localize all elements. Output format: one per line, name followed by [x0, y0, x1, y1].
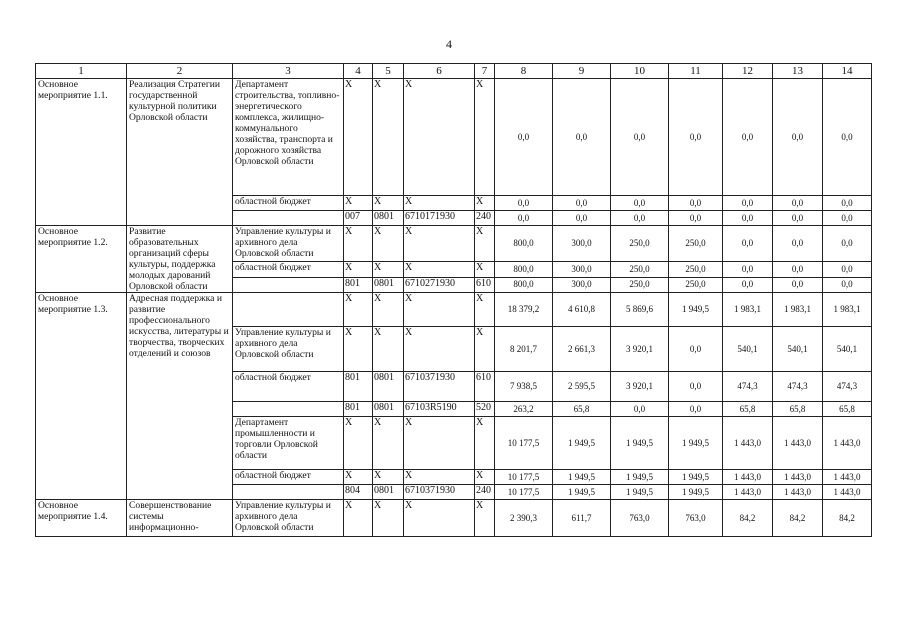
- header-row: [36, 64, 872, 79]
- expense-type-code: 610: [475, 277, 495, 292]
- amount-cell: 300,0: [553, 226, 611, 262]
- column-number: 1: [36, 64, 127, 79]
- section-code: X: [373, 79, 404, 196]
- grbs-code: X: [344, 226, 373, 262]
- amount-cell: 1 949,5: [669, 485, 723, 500]
- grbs-code: X: [344, 79, 373, 196]
- executor-cell: Департамент строительства, топливно-энергетического комплекса, жилищно-коммунального хозяйства, транспорта и дорожного хозяйства Орловской области: [233, 79, 344, 196]
- amount-cell: 10 177,5: [495, 470, 553, 485]
- executor-cell: Управление культуры и архивного дела Орловской области: [233, 327, 344, 372]
- section-code: X: [373, 500, 404, 537]
- expense-type-code: 240: [475, 211, 495, 226]
- section-code: X: [373, 327, 404, 372]
- amount-cell: 540,1: [823, 327, 872, 372]
- target-article-code: X: [404, 262, 475, 277]
- amount-cell: 263,2: [495, 402, 553, 417]
- event-name: Реализация Стратегии государственной культурной политики Орловской области: [127, 79, 233, 226]
- expense-type-code: 240: [475, 485, 495, 500]
- section-code: X: [373, 470, 404, 485]
- target-article-code: 6710371930: [404, 485, 475, 500]
- amount-cell: 2 595,5: [553, 372, 611, 402]
- budget-table: [35, 63, 872, 537]
- amount-cell: 0,0: [823, 211, 872, 226]
- executor-cell: Управление культуры и архивного дела Орловской области: [233, 226, 344, 262]
- amount-cell: 250,0: [611, 277, 669, 292]
- amount-cell: 300,0: [553, 277, 611, 292]
- amount-cell: 1 949,5: [553, 417, 611, 470]
- column-number: 10: [611, 64, 669, 79]
- amount-cell: 2 661,3: [553, 327, 611, 372]
- amount-cell: 0,0: [611, 79, 669, 196]
- amount-cell: 1 443,0: [823, 470, 872, 485]
- column-number: 2: [127, 64, 233, 79]
- amount-cell: 0,0: [669, 402, 723, 417]
- amount-cell: 250,0: [611, 262, 669, 277]
- grbs-code: X: [344, 293, 373, 327]
- amount-cell: 1 443,0: [773, 485, 823, 500]
- amount-cell: 0,0: [773, 277, 823, 292]
- table-row: [36, 226, 872, 262]
- expense-type-code: X: [475, 79, 495, 196]
- amount-cell: 1 949,5: [669, 293, 723, 327]
- amount-cell: 84,2: [773, 500, 823, 537]
- grbs-code: X: [344, 196, 373, 211]
- amount-cell: 0,0: [669, 79, 723, 196]
- amount-cell: 0,0: [723, 79, 773, 196]
- column-number: 7: [475, 64, 495, 79]
- executor-cell: областной бюджет: [233, 470, 344, 485]
- amount-cell: 18 379,2: [495, 293, 553, 327]
- amount-cell: 0,0: [773, 196, 823, 211]
- executor-cell: областной бюджет: [233, 262, 344, 277]
- expense-type-code: X: [475, 417, 495, 470]
- column-number: 4: [344, 64, 373, 79]
- amount-cell: 0,0: [553, 79, 611, 196]
- amount-cell: 763,0: [669, 500, 723, 537]
- amount-cell: 0,0: [823, 196, 872, 211]
- amount-cell: 0,0: [773, 262, 823, 277]
- target-article-code: 6710371930: [404, 372, 475, 402]
- grbs-code: X: [344, 417, 373, 470]
- target-article-code: 6710171930: [404, 211, 475, 226]
- event-name: Развитие образовательных организаций сферы культуры, поддержка молодых дарований Орловской области: [127, 226, 233, 293]
- column-number: 8: [495, 64, 553, 79]
- column-number: 5: [373, 64, 404, 79]
- amount-cell: 250,0: [669, 277, 723, 292]
- table-row: [36, 293, 872, 327]
- amount-cell: 1 949,5: [669, 417, 723, 470]
- table-row: [36, 500, 872, 537]
- event-name: Адресная поддержка и развитие профессионального искусства, литературы и творчества, творческих отделений и союзов: [127, 293, 233, 500]
- column-number: 3: [233, 64, 344, 79]
- grbs-code: X: [344, 327, 373, 372]
- grbs-code: X: [344, 262, 373, 277]
- table-row: [36, 79, 872, 196]
- amount-cell: 300,0: [553, 262, 611, 277]
- amount-cell: 4 610,8: [553, 293, 611, 327]
- amount-cell: 0,0: [773, 211, 823, 226]
- section-code: X: [373, 417, 404, 470]
- amount-cell: 1 949,5: [553, 485, 611, 500]
- executor-cell: Управление культуры и архивного дела Орловской области: [233, 500, 344, 537]
- amount-cell: 1 443,0: [723, 417, 773, 470]
- expense-type-code: X: [475, 293, 495, 327]
- target-article-code: X: [404, 327, 475, 372]
- column-number: 14: [823, 64, 872, 79]
- executor-cell: [233, 277, 344, 292]
- amount-cell: 1 949,5: [669, 470, 723, 485]
- amount-cell: 0,0: [823, 262, 872, 277]
- amount-cell: 0,0: [611, 402, 669, 417]
- target-article-code: X: [404, 500, 475, 537]
- event-code: Основное мероприятие 1.1.: [36, 79, 127, 226]
- amount-cell: 0,0: [669, 211, 723, 226]
- target-article-code: X: [404, 226, 475, 262]
- amount-cell: 2 390,3: [495, 500, 553, 537]
- executor-cell: Департамент промышленности и торговли Орловской области: [233, 417, 344, 470]
- amount-cell: 0,0: [823, 226, 872, 262]
- amount-cell: 10 177,5: [495, 485, 553, 500]
- expense-type-code: 520: [475, 402, 495, 417]
- amount-cell: 0,0: [823, 79, 872, 196]
- grbs-code: X: [344, 500, 373, 537]
- amount-cell: 250,0: [669, 262, 723, 277]
- target-article-code: X: [404, 470, 475, 485]
- amount-cell: 763,0: [611, 500, 669, 537]
- event-code: Основное мероприятие 1.4.: [36, 500, 127, 537]
- amount-cell: 1 443,0: [773, 470, 823, 485]
- amount-cell: 0,0: [495, 211, 553, 226]
- amount-cell: 0,0: [723, 226, 773, 262]
- amount-cell: 0,0: [495, 196, 553, 211]
- section-code: 0801: [373, 402, 404, 417]
- grbs-code: 801: [344, 372, 373, 402]
- column-number: 6: [404, 64, 475, 79]
- section-code: X: [373, 196, 404, 211]
- amount-cell: 800,0: [495, 277, 553, 292]
- column-number: 13: [773, 64, 823, 79]
- column-number: 12: [723, 64, 773, 79]
- amount-cell: 0,0: [723, 277, 773, 292]
- page-number: 4: [446, 37, 452, 51]
- amount-cell: 84,2: [723, 500, 773, 537]
- grbs-code: 801: [344, 277, 373, 292]
- amount-cell: 250,0: [669, 226, 723, 262]
- amount-cell: 65,8: [773, 402, 823, 417]
- target-article-code: X: [404, 79, 475, 196]
- amount-cell: 0,0: [553, 211, 611, 226]
- target-article-code: X: [404, 417, 475, 470]
- expense-type-code: X: [475, 262, 495, 277]
- amount-cell: 0,0: [773, 226, 823, 262]
- section-code: X: [373, 293, 404, 327]
- amount-cell: 1 949,5: [611, 417, 669, 470]
- event-code: Основное мероприятие 1.3.: [36, 293, 127, 500]
- amount-cell: 1 949,5: [611, 470, 669, 485]
- amount-cell: 250,0: [611, 226, 669, 262]
- amount-cell: 0,0: [611, 211, 669, 226]
- section-code: 0801: [373, 211, 404, 226]
- target-article-code: X: [404, 293, 475, 327]
- expense-type-code: X: [475, 470, 495, 485]
- amount-cell: 800,0: [495, 262, 553, 277]
- amount-cell: 1 949,5: [553, 470, 611, 485]
- event-code: Основное мероприятие 1.2.: [36, 226, 127, 293]
- amount-cell: 0,0: [723, 262, 773, 277]
- amount-cell: 1 949,5: [611, 485, 669, 500]
- amount-cell: 0,0: [669, 196, 723, 211]
- grbs-code: 007: [344, 211, 373, 226]
- amount-cell: 0,0: [669, 372, 723, 402]
- section-code: X: [373, 262, 404, 277]
- amount-cell: 7 938,5: [495, 372, 553, 402]
- amount-cell: 3 920,1: [611, 327, 669, 372]
- expense-type-code: X: [475, 226, 495, 262]
- amount-cell: 65,8: [823, 402, 872, 417]
- amount-cell: 474,3: [723, 372, 773, 402]
- amount-cell: 1 443,0: [773, 417, 823, 470]
- section-code: 0801: [373, 277, 404, 292]
- amount-cell: 1 983,1: [723, 293, 773, 327]
- amount-cell: 1 983,1: [823, 293, 872, 327]
- amount-cell: 1 443,0: [823, 417, 872, 470]
- section-code: 0801: [373, 372, 404, 402]
- section-code: 0801: [373, 485, 404, 500]
- column-number: 11: [669, 64, 723, 79]
- amount-cell: 3 920,1: [611, 372, 669, 402]
- grbs-code: 801: [344, 402, 373, 417]
- amount-cell: 0,0: [553, 196, 611, 211]
- amount-cell: 540,1: [723, 327, 773, 372]
- column-number: 9: [553, 64, 611, 79]
- amount-cell: 5 869,6: [611, 293, 669, 327]
- amount-cell: 8 201,7: [495, 327, 553, 372]
- target-article-code: X: [404, 196, 475, 211]
- amount-cell: 84,2: [823, 500, 872, 537]
- amount-cell: 800,0: [495, 226, 553, 262]
- executor-cell: [233, 293, 344, 327]
- amount-cell: 0,0: [773, 79, 823, 196]
- expense-type-code: X: [475, 327, 495, 372]
- executor-cell: [233, 402, 344, 417]
- expense-type-code: 610: [475, 372, 495, 402]
- amount-cell: 65,8: [553, 402, 611, 417]
- amount-cell: 10 177,5: [495, 417, 553, 470]
- grbs-code: 804: [344, 485, 373, 500]
- amount-cell: 474,3: [823, 372, 872, 402]
- amount-cell: 0,0: [611, 196, 669, 211]
- amount-cell: 0,0: [823, 277, 872, 292]
- target-article-code: 6710271930: [404, 277, 475, 292]
- amount-cell: 1 443,0: [823, 485, 872, 500]
- amount-cell: 1 443,0: [723, 470, 773, 485]
- event-name: Совершенствование системы информационно-: [127, 500, 233, 537]
- amount-cell: 1 443,0: [723, 485, 773, 500]
- amount-cell: 0,0: [669, 327, 723, 372]
- amount-cell: 0,0: [723, 196, 773, 211]
- executor-cell: областной бюджет: [233, 196, 344, 211]
- amount-cell: 0,0: [723, 211, 773, 226]
- expense-type-code: X: [475, 196, 495, 211]
- amount-cell: 611,7: [553, 500, 611, 537]
- amount-cell: 474,3: [773, 372, 823, 402]
- target-article-code: 67103R5190: [404, 402, 475, 417]
- amount-cell: 0,0: [495, 79, 553, 196]
- grbs-code: X: [344, 470, 373, 485]
- amount-cell: 540,1: [773, 327, 823, 372]
- executor-cell: [233, 485, 344, 500]
- amount-cell: 1 983,1: [773, 293, 823, 327]
- expense-type-code: X: [475, 500, 495, 537]
- section-code: X: [373, 226, 404, 262]
- executor-cell: областной бюджет: [233, 372, 344, 402]
- amount-cell: 65,8: [723, 402, 773, 417]
- executor-cell: [233, 211, 344, 226]
